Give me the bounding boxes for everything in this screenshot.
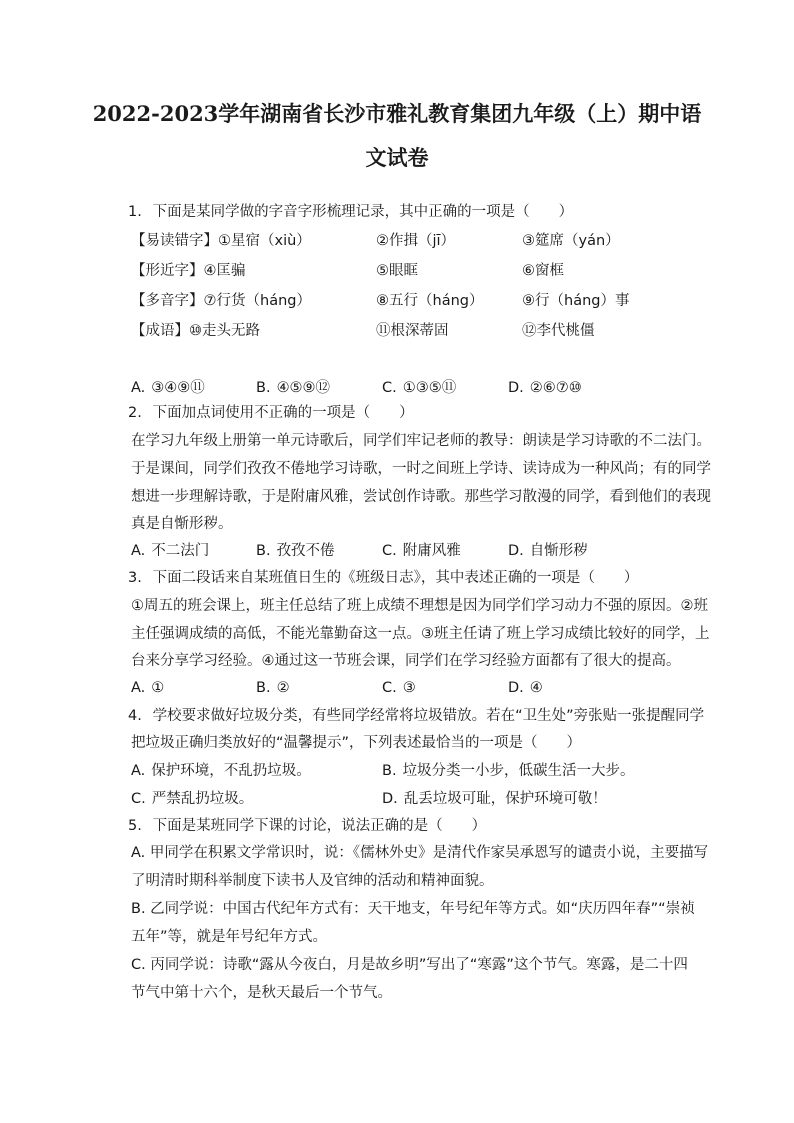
q2-passage-line: 于是课间，同学们孜孜不倦地学习诗歌，一时之间班上学诗、读诗成为一种风尚；有的同学	[131, 461, 711, 477]
q1-row1-col3: ③筵席（yán）	[522, 233, 620, 249]
question-1-stem	[128, 202, 573, 222]
q1-row4-col2: ⑪根深蒂固	[376, 323, 449, 339]
q1-row3-col3: ⑨行（háng）事	[522, 293, 630, 309]
q1-row1-col2: ②作揖（jī）	[376, 233, 456, 249]
q1-option-a[interactable]: A. ③④⑨⑪	[131, 380, 205, 396]
question-number: 1.	[128, 204, 142, 220]
q2-option-d[interactable]: D. 自惭形秽	[508, 543, 588, 559]
q3-option-a[interactable]: A. ①	[131, 680, 165, 696]
q3-passage-line: 主任强调成绩的高低，不能光靠勤奋这一点。③班主任请了班上学习成绩比较好的同学，上	[131, 626, 710, 642]
question-number: 4.	[128, 708, 142, 724]
question-text: 下面加点词使用不正确的一项是（ ）	[152, 405, 414, 421]
q2-option-a[interactable]: A. 不二法门	[131, 543, 210, 559]
q5-option-b-line: B. 乙同学说：中国古代纪年方式有：天干地支，年号纪年等方式。如“庆历四年春”“崇祯	[131, 901, 695, 917]
q1-row3-col2: ⑧五行（háng）	[376, 293, 484, 309]
q3-option-b[interactable]: B. ②	[256, 680, 290, 696]
q1-row2-col3: ⑥窗框	[522, 263, 564, 279]
q1-option-c[interactable]: C. ①③⑤⑪	[382, 380, 457, 396]
q4-option-d[interactable]: D. 乱丢垃圾可耻，保护环境可敬！	[382, 791, 607, 807]
q1-option-d[interactable]: D. ②⑥⑦⑩	[508, 380, 582, 396]
question-3-stem	[128, 568, 638, 588]
q5-option-b-line: 五年”等，就是年号纪年方式。	[131, 929, 328, 945]
q4-option-c[interactable]: C. 严禁乱扔垃圾。	[131, 791, 254, 807]
q4-stem-continuation: 把垃圾正确归类放好的“温馨提示”，下列表述最恰当的一项是（ ）	[131, 735, 582, 751]
q2-option-c[interactable]: C. 附庸风雅	[382, 543, 461, 559]
q2-passage-line: 想进一步理解诗歌，于是附庸风雅，尝试创作诗歌。那些学习散漫的同学，看到他们的表现	[131, 489, 711, 505]
q1-option-b[interactable]: B. ④⑤⑨⑫	[256, 380, 331, 396]
q2-option-b[interactable]: B. 孜孜不倦	[256, 543, 335, 559]
question-5-stem	[128, 816, 486, 836]
q1-row2-col1: 【形近字】④匡骗	[131, 263, 246, 279]
question-text: 学校要求做好垃圾分类，有些同学经常将垃圾错放。若在“卫生处”旁张贴一张提醒同学	[152, 708, 705, 724]
q4-option-b[interactable]: B. 垃圾分类一小步，低碳生活一大步。	[382, 763, 635, 779]
q5-option-a-line: A. 甲同学在积累文学常识时，说：《儒林外史》是清代作家吴承恩写的谴责小说，主要描写	[131, 845, 709, 861]
question-2-stem	[128, 403, 414, 423]
question-number: 3.	[128, 570, 142, 586]
q2-passage-line: 真是自惭形秽。	[131, 516, 233, 532]
question-text: 下面是某同学做的字音字形梳理记录，其中正确的一项是（ ）	[152, 204, 574, 220]
q3-passage-line: 台来分享学习经验。④通过这一节班会课，同学们在学习经验方面都有了很大的提高。	[131, 653, 681, 669]
question-4-stem	[128, 706, 704, 726]
q1-row4-col3: ⑫李代桃僵	[522, 323, 595, 339]
q5-option-c-line: C. 丙同学说：诗歌“露从今夜白，月是故乡明”写出了“寒露”这个节气。寒露，是二十四	[131, 957, 688, 973]
q3-passage-line: ①周五的班会课上，班主任总结了班上成绩不理想是因为同学们学习动力不强的原因。②班	[131, 598, 708, 614]
q3-option-c[interactable]: C. ③	[382, 680, 416, 696]
exam-title-line2: 文试卷	[365, 145, 429, 170]
question-text: 下面二段话来自某班值日生的《班级日志》，其中表述正确的一项是（ ）	[152, 570, 639, 586]
q4-option-a[interactable]: A. 保护环境，不乱扔垃圾。	[131, 763, 311, 779]
q2-passage-line: 在学习九年级上册第一单元诗歌后，同学们牢记老师的教导：朗读是学习诗歌的不二法门。	[131, 433, 711, 449]
q3-option-d[interactable]: D. ④	[508, 680, 543, 696]
question-text: 下面是某班同学下课的讨论，说法正确的是（ ）	[152, 818, 487, 834]
q1-row3-col1: 【多音字】⑦行货（háng）	[131, 293, 311, 309]
q1-row2-col2: ⑤眼眶	[376, 263, 418, 279]
q5-option-c-line: 节气中第十六个，是秋天最后一个节气。	[131, 985, 392, 1001]
question-number: 5.	[128, 818, 142, 834]
question-number: 2.	[128, 405, 142, 421]
q1-row4-col1: 【成语】⑩走头无路	[131, 323, 260, 339]
q5-option-a-line: 了明清时期科举制度下读书人及官绅的活动和精神面貌。	[131, 873, 494, 889]
exam-title-line1: 2022-2023学年湖南省长沙市雅礼教育集团九年级（上）期中语	[92, 101, 702, 126]
q1-row1-col1: 【易读错字】①星宿（xiù）	[131, 233, 311, 249]
